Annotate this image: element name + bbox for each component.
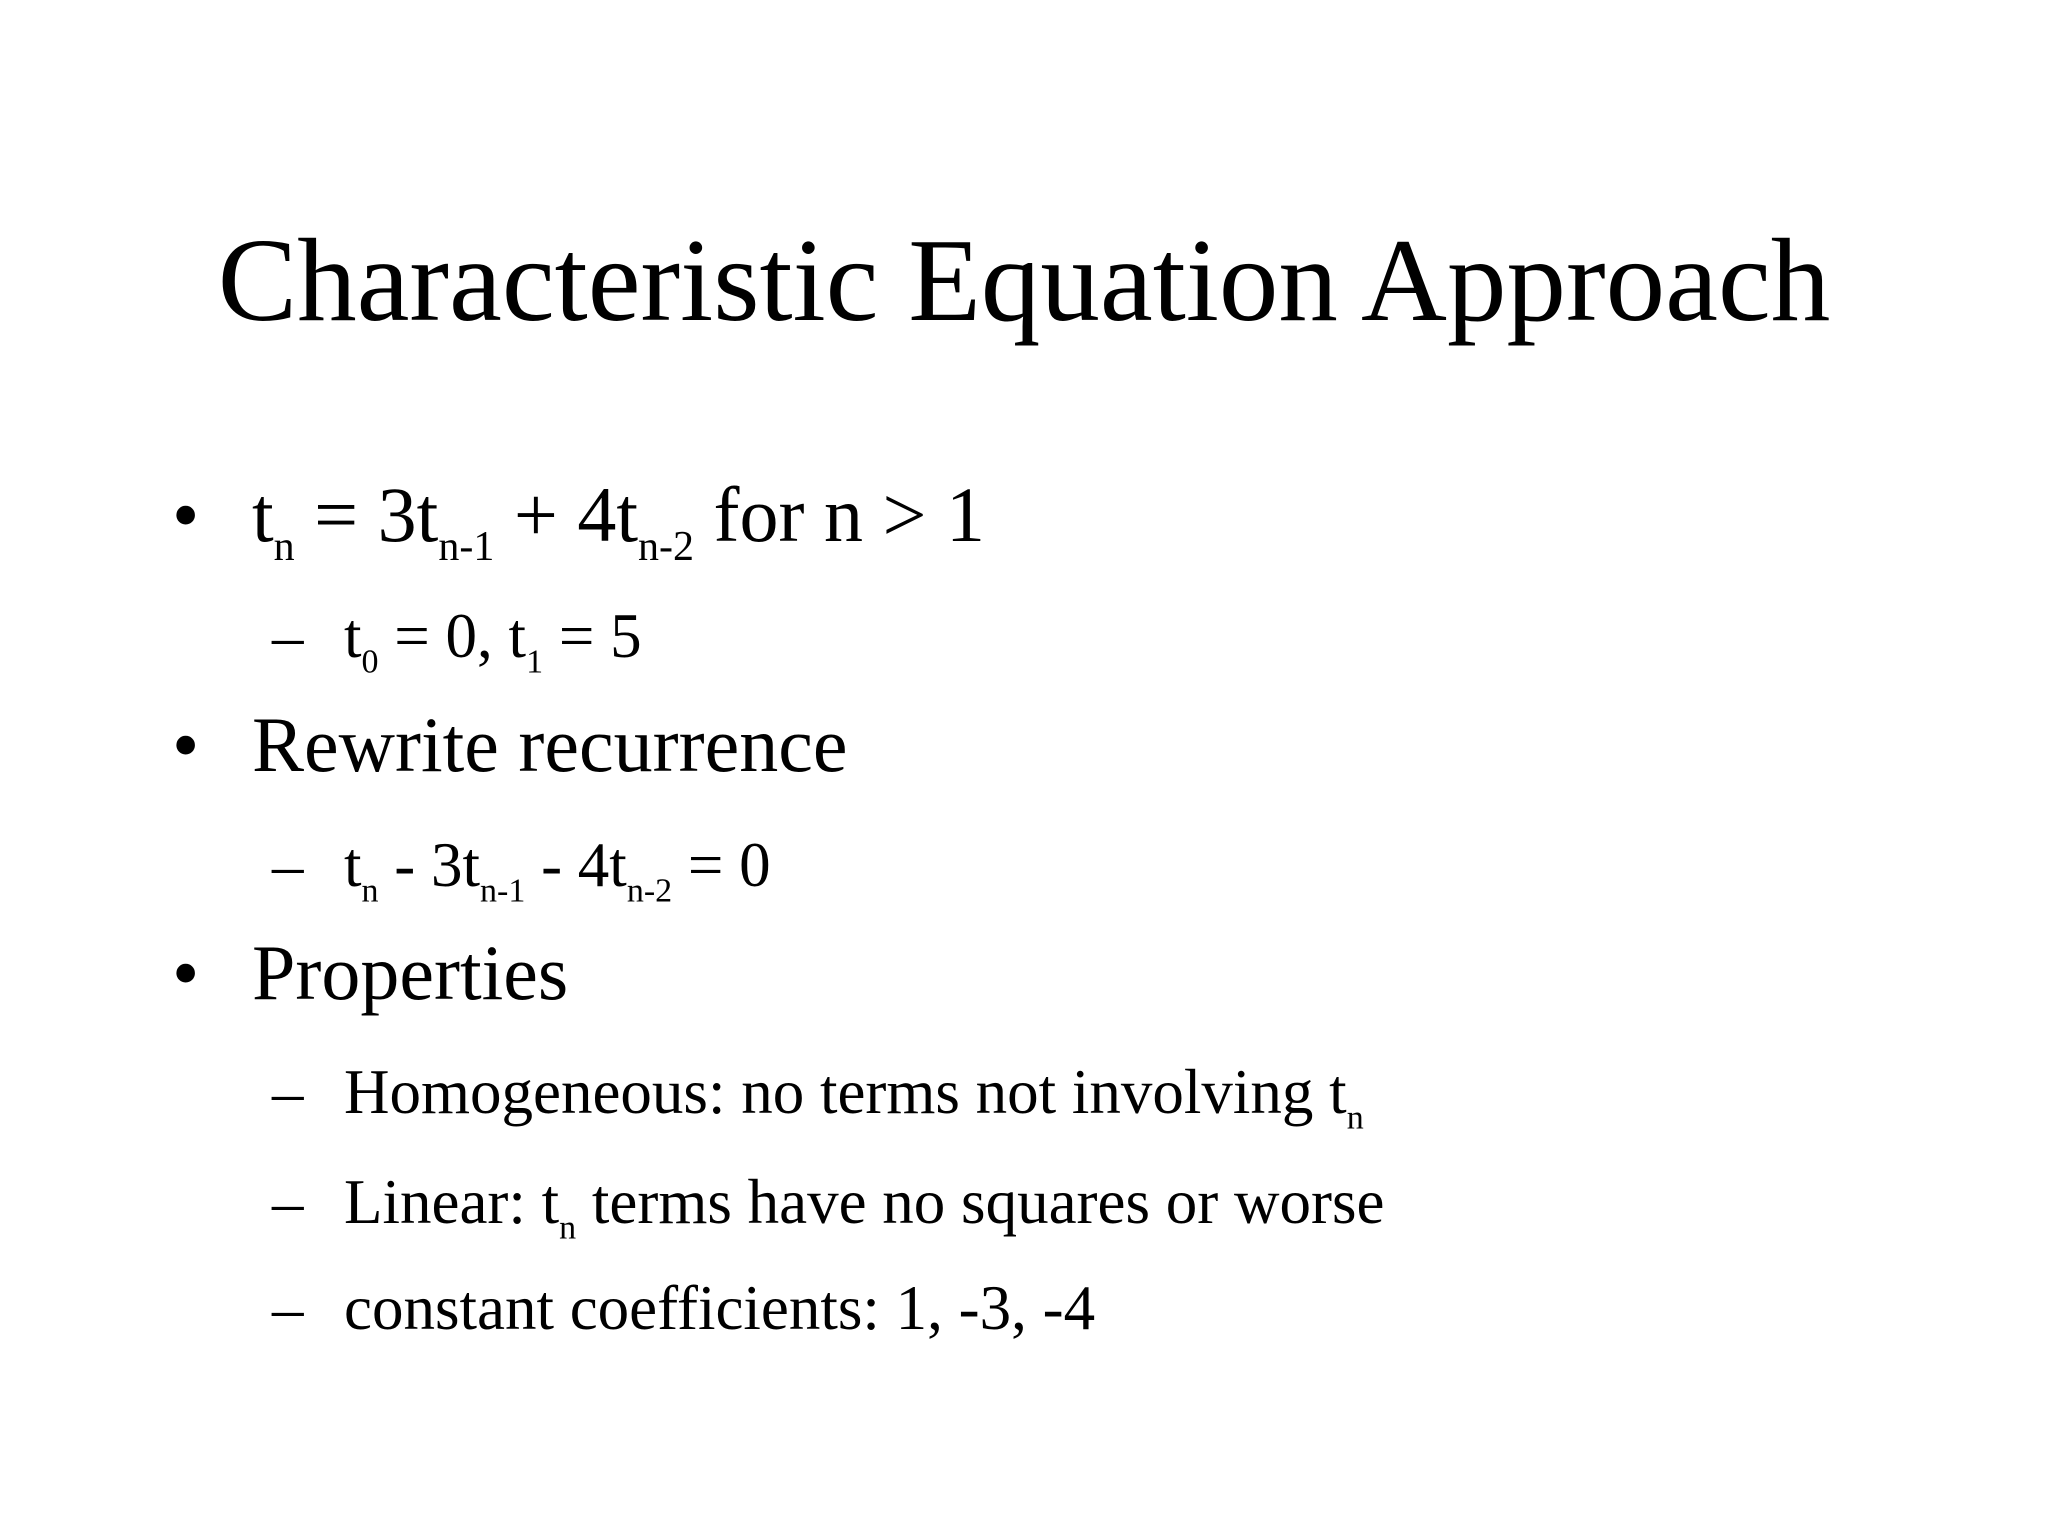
bullet-marker: • [172,929,200,1016]
dash-marker: – [272,601,304,671]
b3s2-sub-1: n [559,1209,577,1247]
bullet-marker: • [172,701,200,788]
b1-sub-1: n [273,523,295,570]
bullet-properties [172,928,568,1018]
b1-sub-3: n-2 [638,523,695,570]
dash-marker: – [272,1273,304,1343]
subbullet-initial-values [272,598,642,700]
subbullet-constant-coefficients [272,1270,1095,1346]
dash-marker: – [272,1167,304,1237]
b2s-text-3: - 4t [525,830,627,900]
bullet-recurrence [172,470,985,592]
b1-text-3: + 4t [494,471,639,558]
b1-text-1: t [252,471,274,558]
b3s3-text: constant coefficients: 1, -3, -4 [344,1273,1096,1343]
b2s-text-1: t [344,830,362,900]
dash-marker: – [272,1057,304,1127]
b2s-sub-3: n-2 [626,872,673,910]
subbullet-linear [272,1164,1384,1266]
bullet-marker: • [172,471,200,558]
b2s-text-2: - 3t [378,830,480,900]
subbullet-rewritten-equation [272,827,771,929]
b1s-sub-2: 1 [526,643,544,681]
b3s2-text-1: Linear: t [344,1167,560,1237]
subbullet-homogeneous [272,1054,1364,1156]
b1s-text-3: = 5 [543,601,642,671]
dash-marker: – [272,830,304,900]
b2-text: Rewrite recurrence [252,701,848,788]
b1s-sub-1: 0 [361,643,379,681]
b2s-sub-1: n [361,872,379,910]
b1-sub-2: n-1 [438,523,495,570]
b1s-text-1: t [344,601,362,671]
b2s-text-4: = 0 [672,830,771,900]
slide-title: Characteristic Equation Approach [217,214,1831,346]
b1-text-4: for n > 1 [694,471,985,558]
b3-text: Properties [252,929,569,1016]
b3s2-text-2: terms have no squares or worse [576,1167,1385,1237]
b2s-sub-2: n-1 [480,872,526,910]
b1-text-2: = 3t [294,471,439,558]
b3s1-sub-1: n [1346,1099,1364,1137]
bullet-rewrite [172,700,847,790]
b3s1-text-1: Homogeneous: no terms not involving t [344,1057,1347,1127]
b1s-text-2: = 0, t [378,601,527,671]
